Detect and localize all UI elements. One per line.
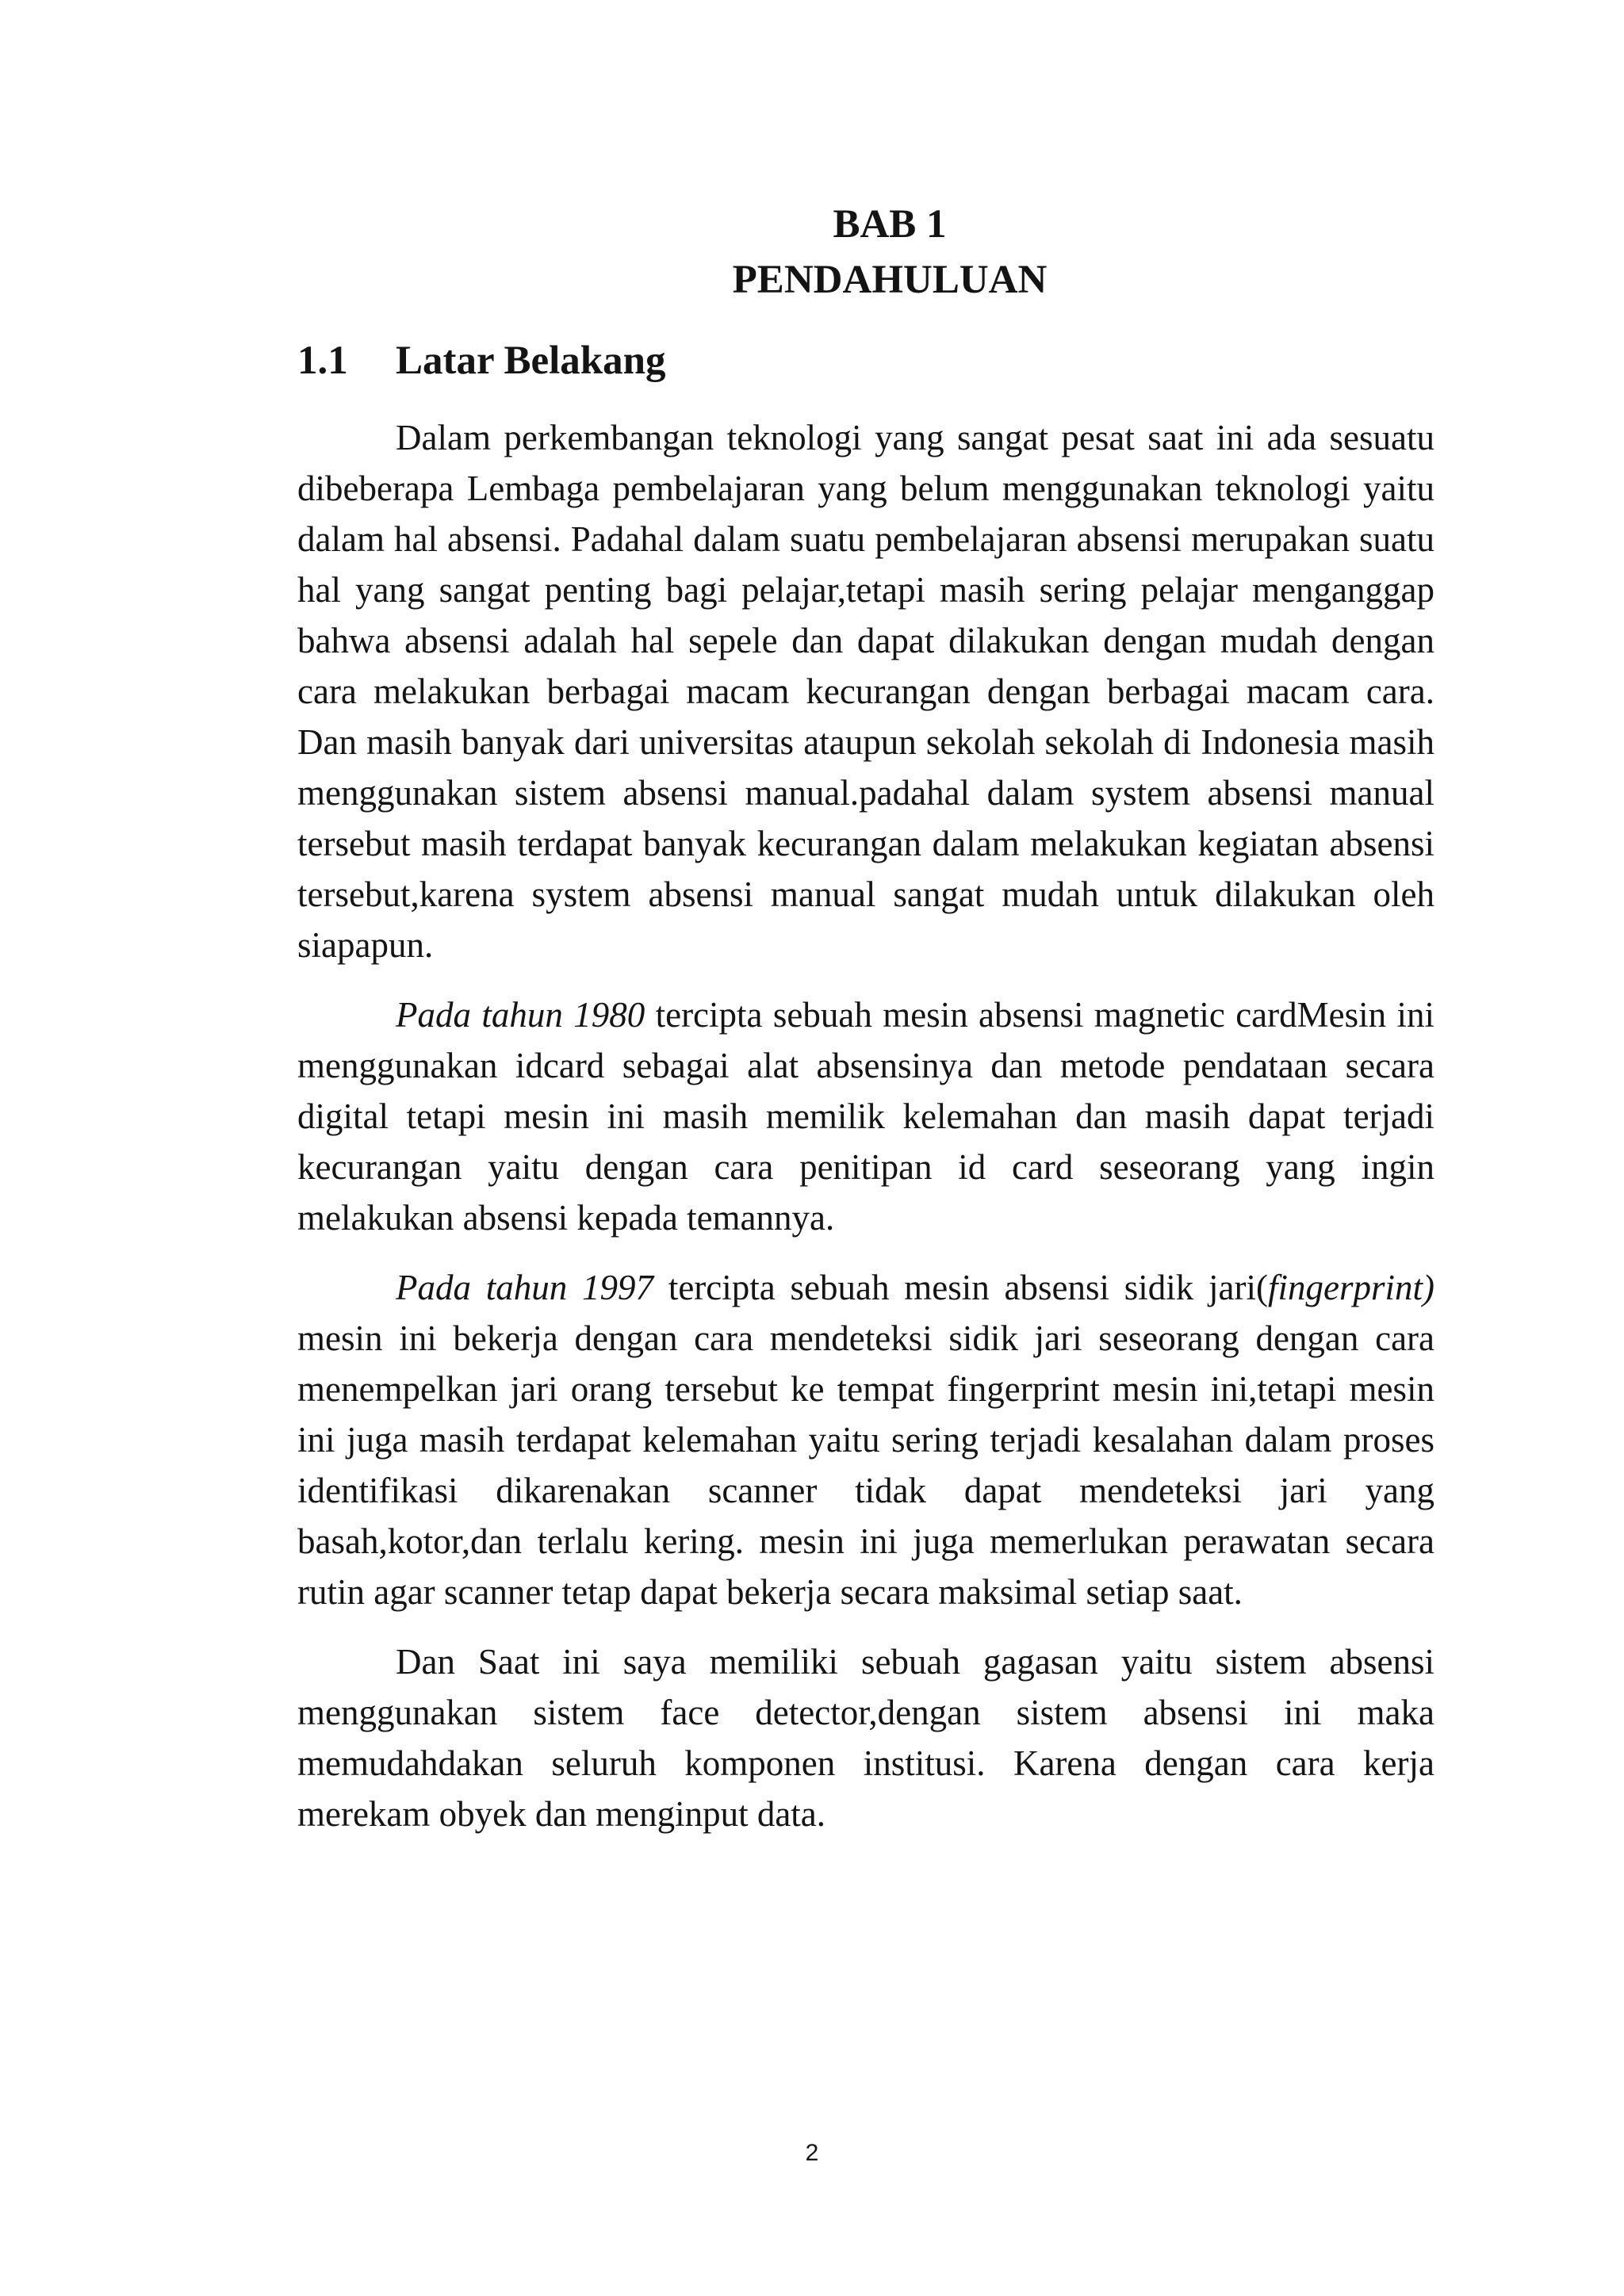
paragraph-3 <box>297 1262 1434 1617</box>
paragraph-2-italic-year: Pada tahun 1980 <box>396 995 645 1035</box>
section-title: Latar Belakang <box>396 339 666 383</box>
body-text <box>297 412 1434 1839</box>
paragraph-2 <box>297 989 1434 1243</box>
section-number: 1.1 <box>297 339 348 383</box>
paragraph-3-text-start: tercipta sebuah mesin absensi sidik jari( <box>653 1268 1268 1307</box>
chapter-title: PENDAHULUAN <box>732 258 1048 302</box>
page-number: 2 <box>805 2140 819 2166</box>
paragraph-3-text-end: mesin ini bekerja dengan cara mendeteksi sidik jari seseorang dengan cara menempelkan jari orang tersebut ke tempat fingerprint mesin ini,tetapi mesin ini juga masih terdapat kelemahan yaitu sering terjadi kesalahan dalam proses identifikasi dikarenakan scanner tidak dapat mendeteksi jari yang basah,kotor,dan terlalu kering. mesin ini juga memerlukan perawatan secara rutin agar scanner tetap dapat bekerja secara maksimal setiap saat. <box>297 1318 1434 1612</box>
paragraph-1: Dalam perkembangan teknologi yang sangat pesat saat ini ada sesuatu dibeberapa Lembaga pembelajaran yang belum menggunakan teknologi yaitu dalam hal absensi. Padahal dalam suatu pembelajaran absensi merupakan suatu hal yang sangat penting bagi pelajar,tetapi masih sering pelajar menganggap bahwa absensi adalah hal sepele dan dapat dilakukan dengan mudah dengan cara melakukan berbagai macam kecurangan dengan berbagai macam cara. Dan masih banyak dari universitas ataupun sekolah sekolah di Indonesia masih menggunakan sistem absensi manual.padahal dalam system absensi manual tersebut masih terdapat banyak kecurangan dalam melakukan kegiatan absensi tersebut,karena system absensi manual sangat mudah untuk dilakukan oleh siapapun. <box>297 418 1434 965</box>
paragraph-3-italic-year: Pada tahun 1997 <box>396 1268 654 1307</box>
paragraph-2-text: tercipta sebuah mesin absensi magnetic cardMesin ini menggunakan idcard sebagai alat absensinya dan metode pendataan secara digital tetapi mesin ini masih memilik kelemahan dan masih dapat terjadi kecurangan yaitu dengan cara penitipan id card seseorang yang ingin melakukan absensi kepada temannya. <box>297 995 1434 1238</box>
chapter-number: BAB 1 <box>833 202 947 247</box>
section-heading <box>297 337 666 385</box>
paragraph-4: Dan Saat ini saya memiliki sebuah gagasan yaitu sistem absensi menggunakan sistem face detector,dengan sistem absensi ini maka memudahdakan seluruh komponen institusi. Karena dengan cara kerja merekam obyek dan menginput data. <box>297 1642 1434 1834</box>
paragraph-3-italic-term: fingerprint) <box>1268 1268 1434 1307</box>
